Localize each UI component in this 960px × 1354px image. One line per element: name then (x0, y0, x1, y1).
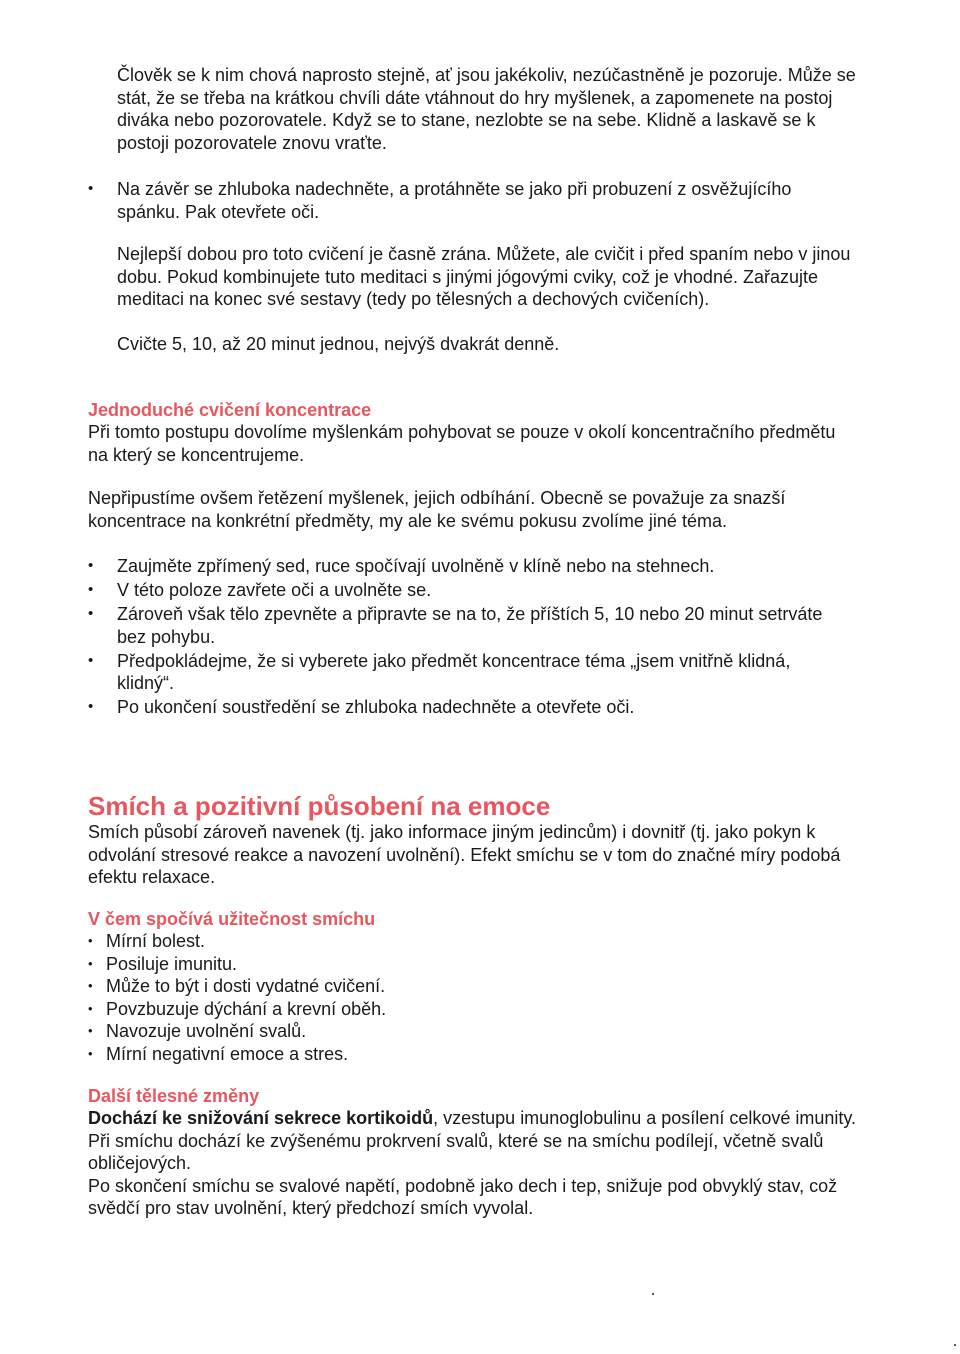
scan-speck (652, 1293, 654, 1295)
changes-section (88, 1085, 858, 1220)
intro-bullet-list (88, 178, 858, 225)
changes-text-1 (88, 1107, 858, 1130)
changes-bold-lead: Dochází ke snižování sekrece kortikoidů (88, 1108, 434, 1128)
laughter-section (88, 791, 858, 889)
list-item: • V této poloze zavřete oči a uvolněte se. (88, 579, 848, 602)
concentration-section (88, 399, 848, 466)
list-item: • Posiluje imunitu. (88, 953, 848, 976)
concentration-heading: Jednoduché cvičení koncentrace (88, 400, 372, 420)
benefits-list (88, 930, 848, 1065)
scan-speck (954, 1344, 956, 1346)
benefits-section (88, 908, 848, 1065)
changes-lead-rest: , vzestupu imunoglobulinu a posílení celkové imunity. (433, 1108, 857, 1128)
list-item: • Na závěr se zhluboka nadechněte, a protáhněte se jako při probuzení z osvěžujícího spánku. Pak otevřete oči. (88, 178, 858, 223)
list-item: • Navozuje uvolnění svalů. (88, 1020, 848, 1043)
list-item: • Po ukončení soustředění se zhluboka nadechněte a otevřete oči. (88, 696, 848, 719)
concentration-paragraph-2 (88, 487, 848, 532)
concentration-bullet-list (88, 555, 848, 720)
laughter-text: Smích působí zároveň navenek (tj. jako informace jiným jedincům) i dovnitř (tj. jako pokyn k odvolání stresové reakce a navození uvolnění). Efekt smíchu se v tom do značné míry podobá efektu relaxace. (88, 822, 841, 887)
changes-heading: Další tělesné změny (88, 1086, 260, 1106)
duration-text: Cvičte 5, 10, až 20 minut jednou, nejvýš dvakrát denně. (117, 334, 560, 354)
duration-paragraph (117, 333, 857, 356)
list-item: • Zároveň však tělo zpevněte a připravte se na to, že příštích 5, 10 nebo 20 minut setrváte bez pohybu. (88, 603, 848, 648)
list-item: • Povzbuzuje dýchání a krevní oběh. (88, 998, 848, 1021)
changes-text-3: Po skončení smíchu se svalové napětí, podobně jako dech i tep, snižuje pod obvyklý stav, což svědčí pro stav uvolnění, který předchozí smích vyvolal. (88, 1175, 838, 1218)
list-item: • Mírní bolest. (88, 930, 848, 953)
best-time-paragraph (117, 243, 862, 311)
best-time-text: Nejlepší dobou pro toto cvičení je časně zrána. Můžete, ale cvičit i před spaním nebo v jinou dobu. Pokud kombinujete tuto meditaci s jinými jógovými cviky, což je vhodné. Zařazujte meditaci na konec své sestavy (tedy po tělesných a dechových cvičeních). (117, 244, 851, 309)
list-item: • Zaujměte zpřímený sed, ruce spočívají uvolněně v klíně nebo na stehnech. (88, 555, 848, 578)
intro-text: Člověk se k nim chová naprosto stejně, ať jsou jakékoliv, nezúčastněně je pozoruje. Může se stát, že se třeba na krátkou chvíli dáte vtáhnout do hry myšlenek, a zapomenete na postoj diváka nebo pozorovatele. Když se to stane, nezlobte se na sebe. Klidně a laskavě se k postoji pozorovatele znovu vraťte. (117, 65, 856, 153)
benefits-heading: V čem spočívá užitečnost smíchu (88, 909, 376, 929)
list-item: • Může to být i dosti vydatné cvičení. (88, 975, 848, 998)
concentration-text-2: Nepřipustíme ovšem řetězení myšlenek, jejich odbíhání. Obecně se považuje za snazší koncentrace na konkrétní předměty, my ale ke svému pokusu zvolíme jiné téma. (88, 488, 786, 531)
list-item: • Mírní negativní emoce a stres. (88, 1043, 848, 1066)
concentration-text-1: Při tomto postupu dovolíme myšlenkám pohybovat se pouze v okolí koncentračního předmětu na který se koncentrujeme. (88, 422, 836, 465)
laughter-heading: Smích a pozitivní působení na emoce (88, 791, 551, 821)
list-item: • Předpokládejme, že si vyberete jako předmět koncentrace téma „jsem vnitřně klidná, klidný“. (88, 650, 848, 695)
intro-paragraph (117, 64, 857, 154)
changes-text-2: Při smíchu dochází ke zvýšenému prokrvení svalů, které se na smíchu podílejí, včetně svalů obličejových. (88, 1130, 824, 1173)
